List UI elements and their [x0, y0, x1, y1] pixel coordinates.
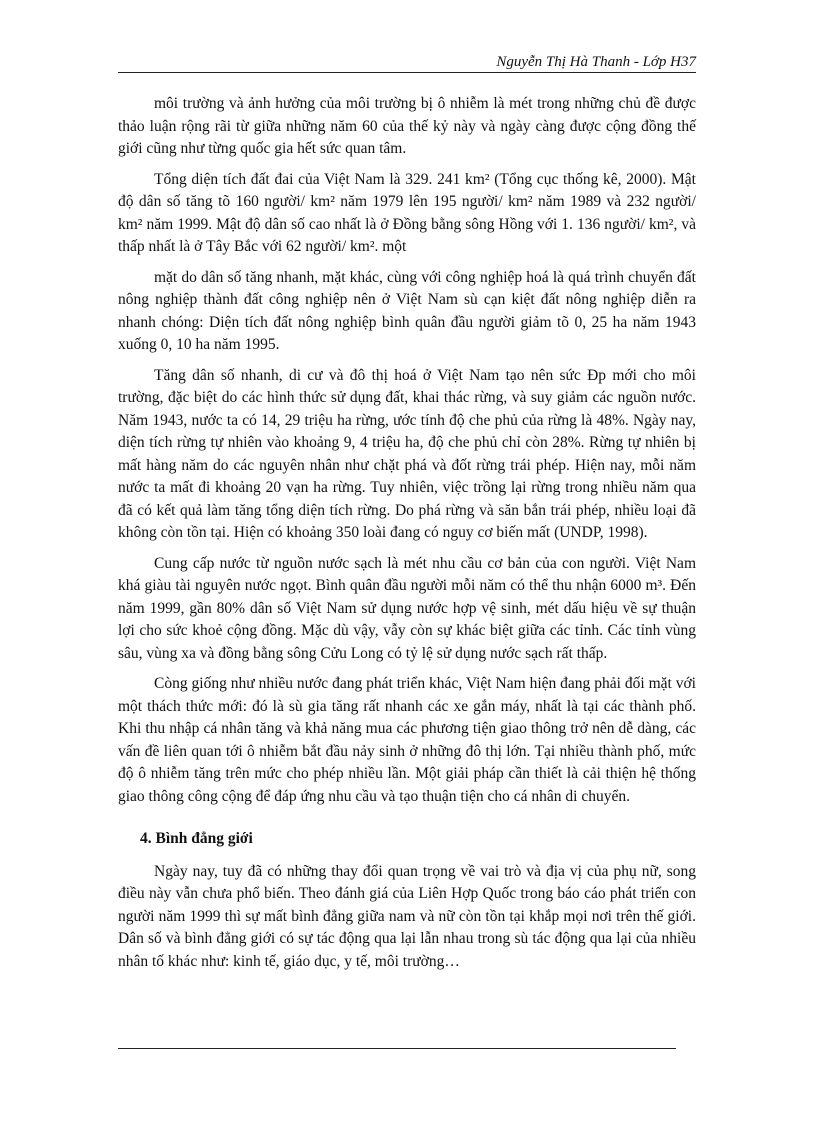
footer-divider — [118, 1048, 676, 1049]
paragraph-clean-water: Cung cấp nước từ nguồn nước sạch là mét nhu cầu cơ bản của con người. Việt Nam khá giàu tài nguyên nước ngọt. Bình quân đầu người mỗi năm có thể thu nhận 6000 m³. Đến năm 1999, gần 80% dân số Việt Nam sử dụng nước hợp vệ sinh, mét dấu hiệu về sự thuận lợi cho sức khoẻ cộng đồng. Mặc dù vậy, vẫy còn sự khác biệt giữa các tỉnh. Các tỉnh vùng sâu, vùng xa và đồng bằng sông Cửu Long có tỷ lệ sử dụng nước sạch rất thấp. — [118, 554, 696, 662]
section-gender-equality — [118, 861, 696, 974]
header-author-line: Nguyễn Thị Hà Thanh - Lớp H37 — [496, 54, 696, 70]
paragraph-agricultural-land: mặt do dân số tăng nhanh, mặt khác, cùng với công nghiệp hoá là quá trình chuyển đất nông nghiệp thành đất công nghiệp nên ở Việt Nam sù cạn kiệt đất nông nghiệp diễn ra nhanh chóng: Diện tích đất nông nghiệp bình quân đầu người giảm tõ 0, 25 ha năm 1943 xuống 0, 10 ha năm 1995. — [118, 268, 696, 353]
paragraph-motorbikes: Còng giống như nhiều nước đang phát triển khác, Việt Nam hiện đang phải đối mặt với một thách thức mới: đó là sù gia tăng rất nhanh các xe gắn máy, nhất là tại các thành phố. Khi thu nhập cá nhân tăng và khả năng mua các phương tiện giao thông trở nên dễ dàng, các vấn đề liên quan tới ô nhiễm bắt đầu nảy sinh ở những đô thị lớn. Tại nhiều thành phố, mức độ ô nhiễm tăng trên mức cho phép nhiều lần. Một giải pháp cần thiết là cải thiện hệ thống giao thông công cộng để đáp ứng nhu cầu và tạo thuận tiện cho cá nhân di chuyển. — [118, 675, 696, 805]
paragraph-forests: Tăng dân số nhanh, di cư và đô thị hoá ở Việt Nam tạo nên sức Ðp mới cho môi trường, đặc biệt do các hình thức sử dụng đất, khai thác rừng, và suy giảm các nguồn nước. Năm 1943, nước ta có 14, 29 triệu ha rừng, ước tính độ che phủ của rừng là 48%. Ngày nay, diện tích rừng tự nhiên vào khoảng 9, 4 triệu ha, độ che phủ chỉ còn 28%. Rừng tự nhiên bị mất hàng năm do các nguyên nhân như chặt phá và đốt rừng trái phép. Hiện nay, mỗi năm nước ta mất đi khoảng 20 vạn ha rừng. Tuy nhiên, việc trồng lại rừng trong nhiều năm qua đã có kết quả làm tăng tổng diện tích rừng. Do phá rừng và săn bắn trái phép, nhiều loại đã không còn tồn tại. Hiện có khoảng 350 loài đang có nguy cơ biến mất (UNDP, 1998). — [118, 366, 696, 541]
document-body — [118, 93, 696, 981]
paragraph-land-area: Tổng diện tích đất đai của Việt Nam là 329. 241 km² (Tổng cục thống kê, 2000). Mật độ dân số tăng tõ 160 người/ km² năm 1979 lên 195 người/ km² năm 1989 và 232 người/ km² năm 1999. Mật độ dân số cao nhất là ở Đồng bằng sông Hồng với 1. 136 người/ km², và thấp nhất là ở Tây Bắc với 62 người/ km². một — [118, 170, 696, 255]
page-header — [118, 50, 696, 73]
paragraph-gender-equality: Ngày nay, tuy đã có những thay đổi quan trọng về vai trò và địa vị của phụ nữ, song điều này vẫn chưa phổ biến. Theo đánh giá của Liên Hợp Quốc trong báo cáo phát triển con người năm 1999 thì sự mất bình đẳng giữa nam và nữ còn tồn tại khắp mọi nơi trên thế giới. Dân số và bình đẳng giới có sự tác động qua lại lẫn nhau trong sù tác động qua lại của nhiều nhân tố khác như: kinh tế, giáo dục, y tế, môi trường… — [118, 862, 696, 970]
section-heading: 4. Bình đẳng giới — [140, 830, 253, 847]
paragraph-continuation: môi trường và ảnh hưởng của môi trường bị ô nhiễm là mét trong những chủ đề được thảo luận rộng rãi từ giữa những năm 60 của thế kỷ này và ngày càng được cộng đồng thế giới cũng như từng quốc gia hết sức quan tâm. — [118, 95, 696, 157]
